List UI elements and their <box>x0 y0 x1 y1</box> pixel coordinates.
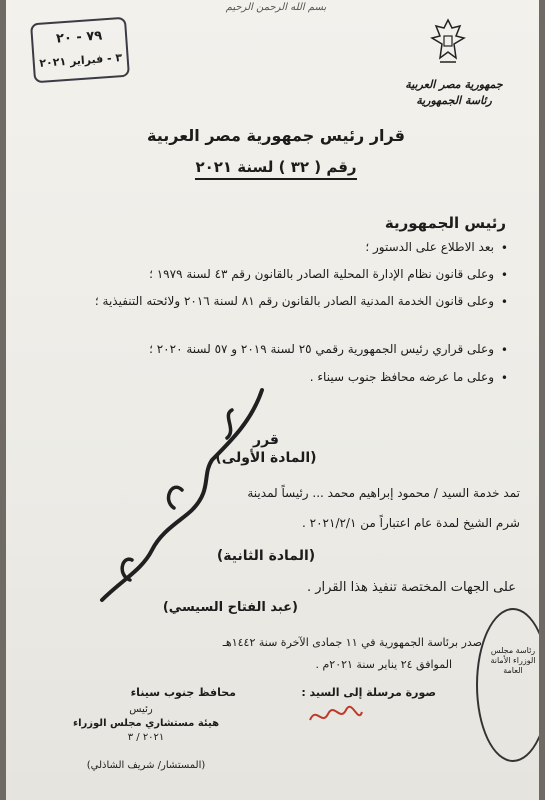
decree-title: قرار رئيس جمهورية مصر العربية <box>147 126 405 145</box>
preamble-text: وعلى ما عرضه محافظ جنوب سيناء . <box>309 370 494 384</box>
decided-heading: قرر <box>253 432 279 448</box>
article-2-heading: (المادة الثانية) <box>216 548 316 564</box>
copy-to-label: صورة مرسلة إلى السيد : <box>301 686 436 699</box>
bullet-icon: • <box>500 268 508 282</box>
copy-recipient: محافظ جنوب سيناء <box>130 686 236 699</box>
eagle-emblem-icon <box>430 18 466 66</box>
document-page <box>6 0 539 800</box>
preamble-item <box>46 265 508 283</box>
preamble-text: وعلى قراري رئيس الجمهورية رقمي ٢٥ لسنة ٢٠١٩ و ٥٧ لسنة ٢٠٢٠ ؛ <box>149 342 494 356</box>
incoming-stamp <box>30 17 130 84</box>
stamp-date: ٣ - فبراير ٢٠٢١ <box>38 51 123 70</box>
preamble-item <box>46 292 508 310</box>
decree-number <box>136 158 416 176</box>
presidency-header: رئاسة الجمهورية <box>416 94 492 107</box>
round-seal-icon <box>476 608 539 762</box>
preamble-item <box>46 238 508 256</box>
bullet-icon: • <box>500 371 508 385</box>
council-number: ٢٠٢١ / ٣ <box>127 732 165 743</box>
bullet-icon: • <box>500 241 508 255</box>
republic-header: جمهورية مصر العربية <box>405 78 503 91</box>
preamble-item <box>46 368 508 386</box>
issued-line: صدر برئاسة الجمهورية في ١١ جمادى الآخرة سنة ١٤٤٢هـ <box>222 636 482 649</box>
council-name: هيئة مستشاري مجلس الوزراء <box>72 718 220 729</box>
preamble-text: وعلى قانون نظام الإدارة المحلية الصادر بالقانون رقم ٤٣ لسنة ١٩٧٩ ؛ <box>149 267 494 281</box>
article-1-body <box>26 478 520 538</box>
article-1-heading: (المادة الأولى) <box>215 450 317 466</box>
article-1-line: شرم الشيخ لمدة عام اعتباراً من ٢٠٢١/٢/١ . <box>302 516 520 530</box>
red-initial-icon <box>306 700 366 730</box>
president-signature: (عبد الفتاح السيسي) <box>162 600 298 615</box>
preamble-text: وعلى قانون الخدمة المدنية الصادر بالقانون رقم ٨١ لسنة ٢٠١٦ ولائحته التنفيذية ؛ <box>94 294 494 308</box>
bullet-icon: • <box>500 295 508 309</box>
advisor-name: (المستشار/ شريف الشاذلي) <box>86 760 206 771</box>
preamble-text: بعد الاطلاع على الدستور ؛ <box>365 240 494 254</box>
seal-text: رئاسة مجلس الوزراء الأمانة العامة <box>490 646 536 675</box>
signer-title: رئيس <box>129 704 153 715</box>
corresponding-line: الموافق ٢٤ يناير سنة ٢٠٢١م . <box>315 658 452 671</box>
decree-number-text: رقم ( ٣٢ ) لسنة ٢٠٢١ <box>195 158 356 180</box>
president-heading: رئيس الجمهورية <box>384 214 506 232</box>
article-2-body: على الجهات المختصة تنفيذ هذا القرار . <box>307 580 516 595</box>
preamble-item <box>46 340 508 358</box>
article-1-line: تمد خدمة السيد / محمود إبراهيم محمد ... رئيساً لمدينة <box>247 486 520 500</box>
basmala: بسم الله الرحمن الرحيم <box>225 2 327 13</box>
bullet-icon: • <box>500 343 508 357</box>
stamp-number: ٧٩ - ٢٠ <box>55 28 103 47</box>
